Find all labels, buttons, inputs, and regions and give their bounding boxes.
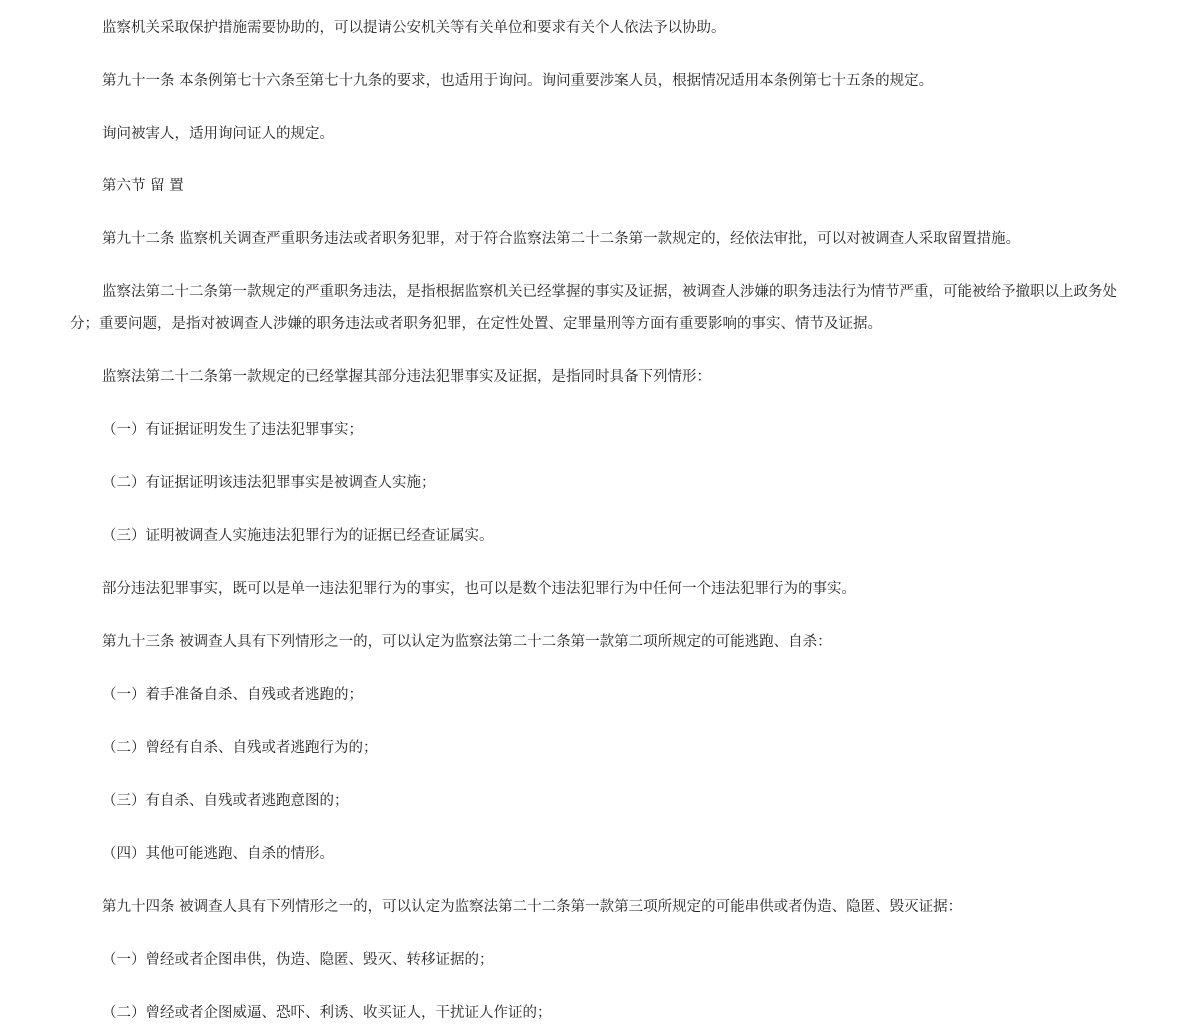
paragraph: 监察法第二十二条第一款规定的已经掌握其部分违法犯罪事实及证据，是指同时具备下列情形：: [102, 368, 711, 385]
list-item: （三）有自杀、自残或者逃跑意图的；: [102, 792, 349, 809]
list-item: （一）有证据证明发生了违法犯罪事实；: [102, 421, 363, 438]
list-item: （一）曾经或者企图串供，伪造、隐匿、毁灭、转移证据的；: [102, 951, 494, 968]
article-91: 第九十一条 本条例第七十六条至第七十九条的要求，也适用于询问。询问重要涉案人员，根据情况适用本条例第七十五条的规定。: [102, 72, 934, 89]
section-heading: 第六节 留 置: [102, 177, 184, 194]
list-item: （四）其他可能逃跑、自杀的情形。: [102, 845, 334, 862]
article-92: 第九十二条 监察机关调查严重职务违法或者职务犯罪，对于符合监察法第二十二条第一款规定的，经依法审批，可以对被调查人采取留置措施。: [102, 230, 1021, 247]
paragraph: 监察法第二十二条第一款规定的严重职务违法，是指根据监察机关已经掌握的事实及证据，被调查人涉嫌的职务违法行为情节严重，可能被给予撤职以上政务处分；重要问题，是指对被调查人涉嫌的职务违法或者职务犯罪，在定性处置、定罪量刑等方面有重要影响的事实、情节及证据。: [70, 283, 1117, 332]
list-item: （二）曾经或者企图威逼、恐吓、利诱、收买证人，干扰证人作证的；: [102, 1004, 552, 1021]
list-item: （三）证明被调查人实施违法犯罪行为的证据已经查证属实。: [102, 527, 494, 544]
paragraph: 监察机关采取保护措施需要协助的，可以提请公安机关等有关单位和要求有关个人依法予以协助。: [102, 19, 726, 36]
paragraph: 询问被害人，适用询问证人的规定。: [102, 125, 334, 142]
article-94: 第九十四条 被调查人具有下列情形之一的，可以认定为监察法第二十二条第一款第三项所规定的可能串供或者伪造、隐匿、毁灭证据：: [102, 898, 963, 915]
paragraph: 部分违法犯罪事实，既可以是单一违法犯罪行为的事实，也可以是数个违法犯罪行为中任何一个违法犯罪行为的事实。: [102, 580, 856, 597]
list-item: （二）有证据证明该违法犯罪事实是被调查人实施；: [102, 474, 436, 491]
list-item: （二）曾经有自杀、自残或者逃跑行为的；: [102, 739, 378, 756]
article-93: 第九十三条 被调查人具有下列情形之一的，可以认定为监察法第二十二条第一款第二项所规定的可能逃跑、自杀：: [102, 633, 832, 650]
list-item: （一）着手准备自杀、自残或者逃跑的；: [102, 686, 363, 703]
